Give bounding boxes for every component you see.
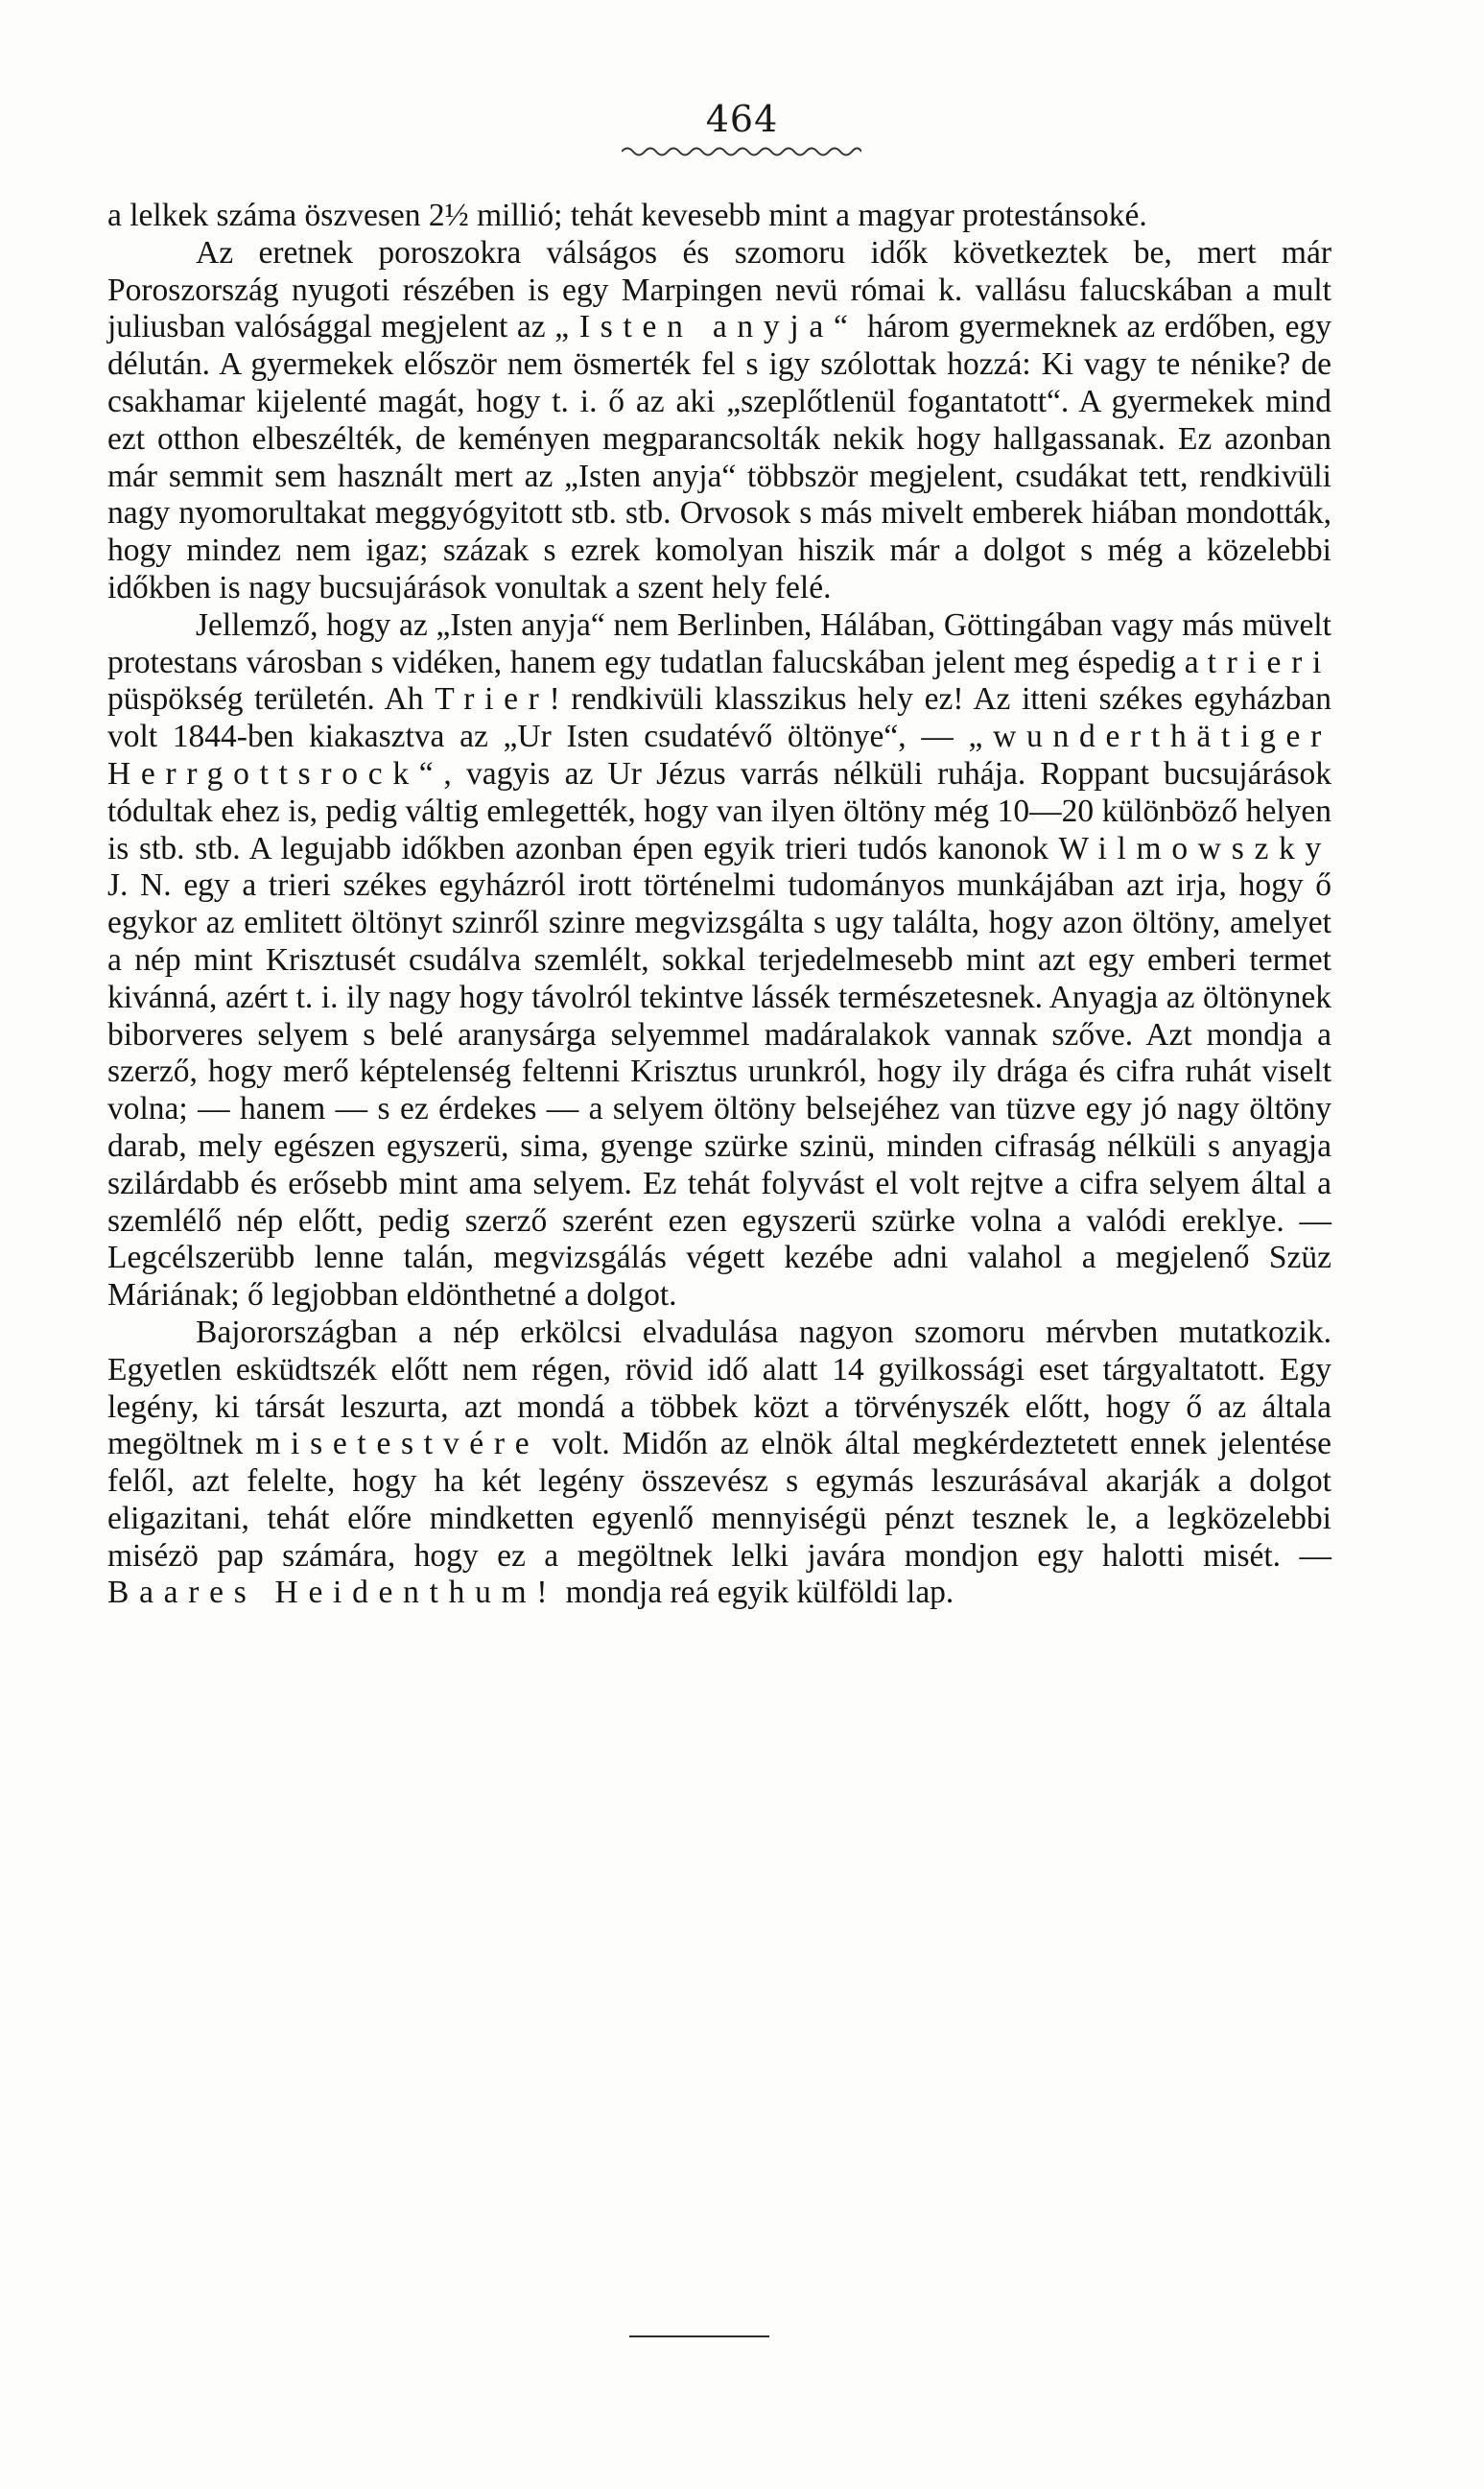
text-run: J. N. egy a trieri székes egyházról irott történelmi tudományos munkájában azt irja, hogy ő egykor az emlitett öltönyt szinről szinre megvizsgálta s ugy találta, hogy azon öltöny, amelyet a nép mint Krisztusét csudálva szemlélt, sokkal terjedelmesebb mint azt egy emberi termet kivánná, azért t. i. ily nagy hogy távolról tekintve lássék természetesnek. Anyagja az öltönynek biborveres selyem s belé aranysárga selyemmel madáralakok vannak szőve. Azt mondja a szerző, hogy merő képtelenség feltenni Krisztus urunkról, hogy ily drága és cifra ruhát viselt volna; — hanem — s ez érdekes — a selyem öltöny belsejéhez van tüzve egy jó nagy öltöny darab, mely egészen egyszerü, sima, gyenge szürke szinü, minden cifraság nélküli s anyagja szilárdabb és erősebb mint ama selyem. Ez tehát folyvást el volt rejtve a cifra selyem által a szemlélő nép előtt, pedig szerző szerént ezen egyszerü szürke volna a valódi ereklye. — Legcélszerübb lenne talán, megvizsgálás végett kezébe adni valahol a megjelenő Szüz Máriának; ő legjobban eldönthetné a dolgot. (107, 867, 1331, 1314)
closing-rule (629, 2335, 769, 2337)
text-run: három gyermeknek az erdőben, egy délután. A gyermekek először nem ösmerték fel s igy szólottak hozzá: Ki vagy te nénike? de csakhamar kijelenté magát, hogy t. i. ő az aki „szeplőtlenül fogantatott“. A gyermekek mind ezt otthon elbeszélték, de keményen megparancsolták nekik hogy hallgassanak. Ez azonban már semmit sem használt mert az „Isten anyja“ többször megjelent, csudákat tett, rendkivüli nagy nyomorultakat meggyógyitott stb. stb. Orvosok s más mivelt emberek hiában mondották, hogy mindez nem igaz; százak s ezrek komolyan hiszik már a dolgot s még a közelebbi időkben is nagy bucsujárások vonultak a szent hely felé. (107, 309, 1331, 605)
text-run: Az eretnek poroszokra válságos és szomoru idők következtek be, mert már Poroszország nyugoti részében is egy Marpingen nevü római k. vallásu falucskában a mult juliusban valósággal megjelent az (107, 234, 1331, 345)
paragraph (107, 198, 1331, 235)
spaced-emphasis-text: Trier (435, 681, 550, 718)
text-run: volt. Midőn az elnök által megkérdeztetett ennek jelentése felől, azt felelte, hogy ha két legény összevész s egymás leszurásával akarják a dolgot eligazitani, tehát előre mindketten egyenlő mennyiségü pénzt tesznek le, a legközelebbi misézö pap számára, hogy ez a megöltnek lelki javára mondjon egy halotti misét. — (107, 1426, 1331, 1574)
text-run: mondja reá egyik külföldi lap. (557, 1575, 954, 1611)
text-run: Bajorországban a nép erkölcsi elvadulása nagyon szomoru mérvben mutatkozik. Egyetlen esküdtszék előtt nem régen, rövid idő alatt 14 gyilkossági eset tárgyaltatott. Egy legény, ki társát leszurta, azt mondá a többek közt a törvényszék előtt, hogy ő az általa megöltnek (107, 1314, 1331, 1462)
text-run: a lelkek száma öszvesen 2½ millió; tehát kevesebb mint a magyar protestánsoké. (107, 198, 1147, 233)
spaced-emphasis-text: „Isten anyja“ (554, 309, 859, 345)
text-run: Jellemző, hogy az „Isten anyja“ nem Berlinben, Hálában, Göttingában vagy más müvelt protestans városban s vidéken, hanem egy tudatlan falucskában jelent meg éspedig a (107, 606, 1331, 680)
wavy-ornament-line (622, 144, 861, 159)
spaced-emphasis-text: trieri (1207, 644, 1331, 680)
page-number: 464 (705, 98, 779, 140)
text-run: püspökség területén. Ah (107, 681, 436, 718)
paragraph (107, 235, 1331, 607)
text-run: ! rendkivüli klasszikus hely ez! Az itteni székes egyházban volt 1844-ben kiakasztva az „Ur Isten csudatévő öltönye“, — (107, 681, 1331, 755)
spaced-emphasis-text: „wunderthätiger Herrgottsrock“ (107, 719, 1331, 792)
article-text (107, 198, 1331, 1612)
paragraph (107, 607, 1331, 1315)
text-run: , vagyis az Ur Jézus varrás nélküli ruhája. Roppant bucsujárások tódultak ehez is, pedig váltig emlegették, hogy van ilyen öltöny még 10—20 különböző helyen is stb. stb. A legujabb időkben azonban épen egyik trieri tudós kanonok (107, 755, 1331, 866)
spaced-emphasis-text: Baares Heidenthum! (107, 1575, 558, 1611)
paragraph (107, 1315, 1331, 1612)
spaced-emphasis-text: Wilmowszky (1058, 830, 1331, 866)
spaced-emphasis-text: misetestvére (255, 1426, 540, 1462)
